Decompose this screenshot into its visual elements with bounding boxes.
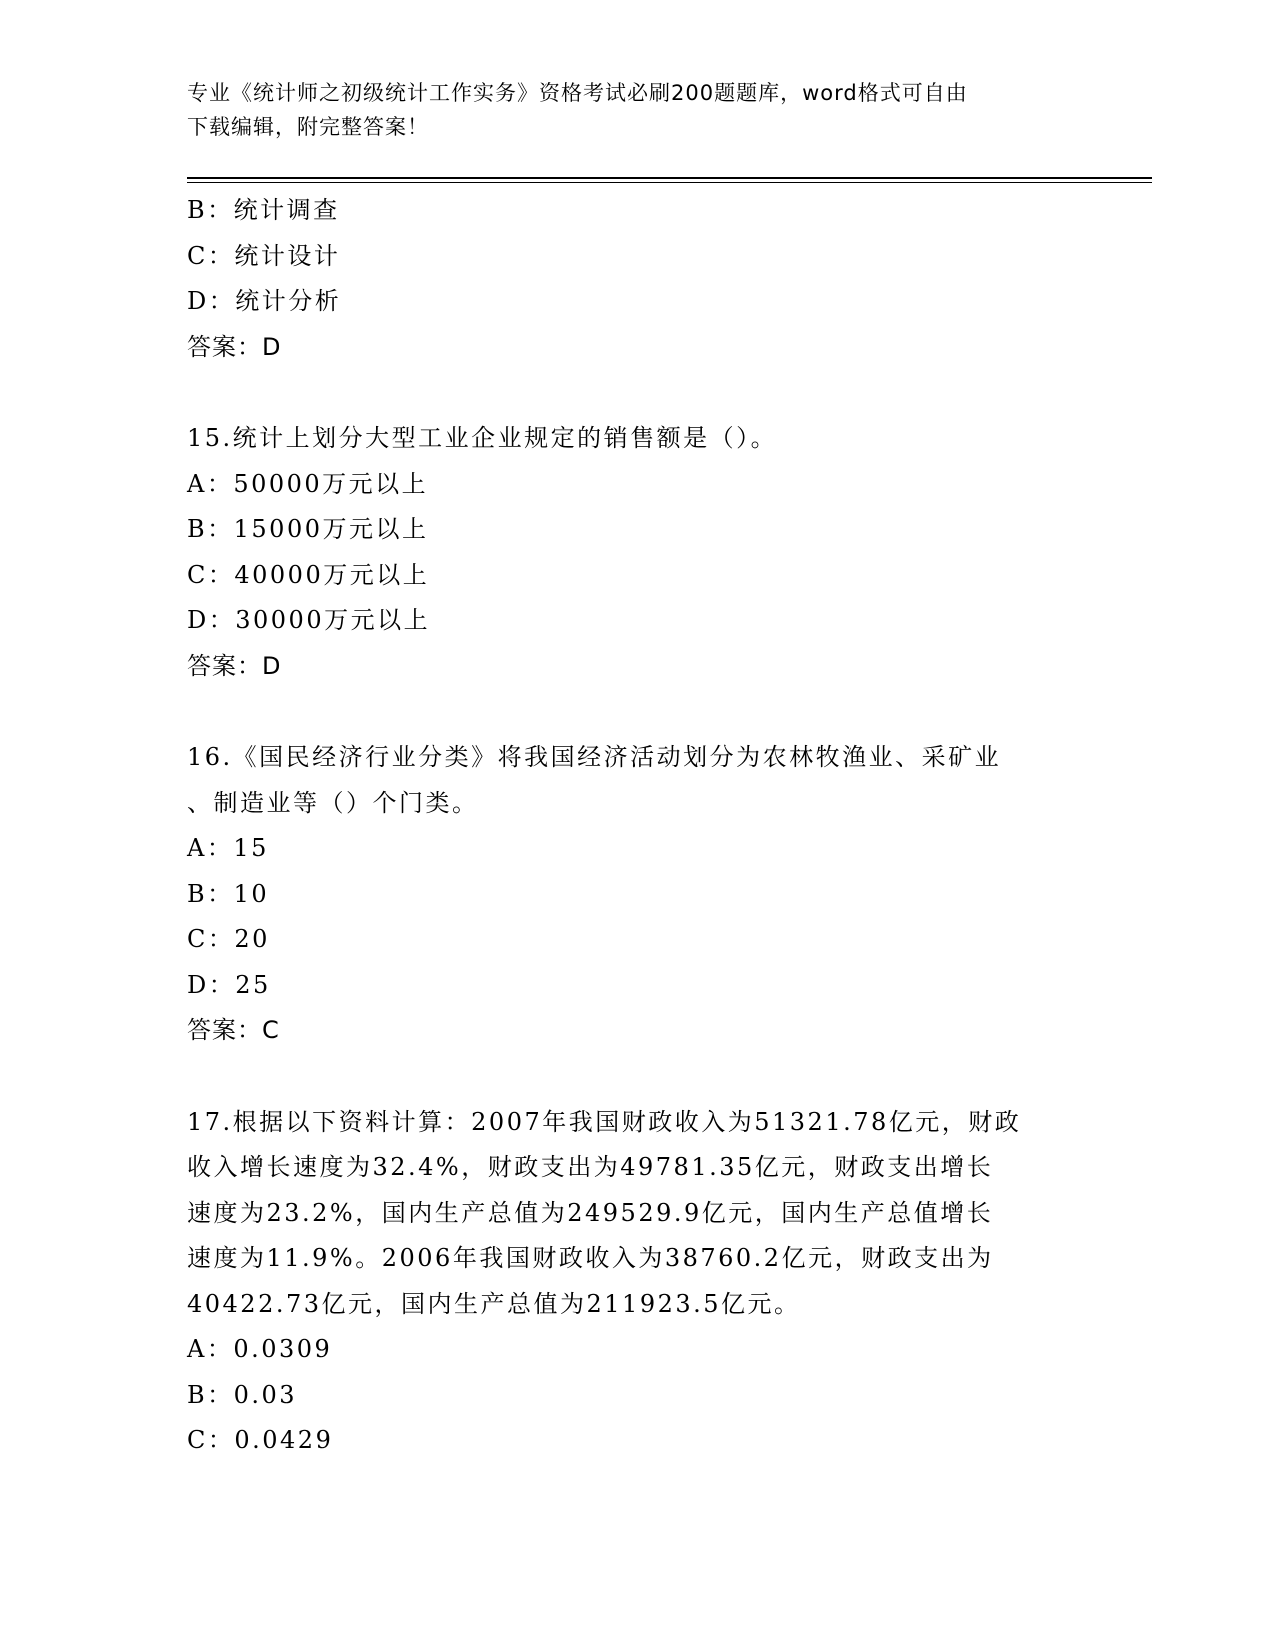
question-16 (187, 735, 1087, 1054)
answer-line: 答案：D (187, 651, 282, 680)
header-rule-thin (187, 182, 1152, 183)
option-c: C：统计设计 (187, 241, 341, 270)
option-b: B：10 (187, 879, 270, 908)
header-line-1: 专业《统计师之初级统计工作实务》资格考试必刷200题题库，word格式可自由 (187, 81, 968, 105)
option-b: B：统计调查 (187, 196, 340, 224)
question-text: 15.统计上划分大型工业企业规定的销售额是（）。 (187, 424, 778, 452)
option-a: A：0.0309 (187, 1335, 333, 1363)
option-d: D：统计分析 (187, 287, 342, 315)
question-text-line-5: 40422.73亿元，国内生产总值为211923.5亿元。 (187, 1289, 801, 1318)
header-line-2: 下载编辑，附完整答案！ (187, 115, 429, 139)
document-header (187, 76, 1087, 144)
question-text-line-2: 、制造业等（）个门类。 (187, 788, 479, 817)
question-list (187, 188, 1087, 1464)
option-c: C：20 (187, 925, 270, 953)
header-rule-thick (187, 177, 1152, 179)
option-c: C：40000万元以上 (187, 560, 430, 589)
spacer (187, 370, 1087, 416)
option-a: A：15 (187, 834, 269, 862)
answer-line: 答案：C (187, 1016, 280, 1044)
spacer (187, 689, 1087, 735)
option-a: A：50000万元以上 (187, 469, 429, 498)
question-text-line-2: 收入增长速度为32.4%，财政支出为49781.35亿元，财政支出增长 (187, 1153, 994, 1181)
option-d: D：25 (187, 970, 271, 999)
question-15 (187, 416, 1087, 689)
question-text-line-3: 速度为23.2%，国内生产总值为249529.9亿元，国内生产总值增长 (187, 1198, 994, 1227)
question-text-line-1: 17.根据以下资料计算：2007年我国财政收入为51321.78亿元，财政 (187, 1107, 1022, 1136)
question-17 (187, 1100, 1087, 1464)
question-text-line-4: 速度为11.9%。2006年我国财政收入为38760.2亿元，财政支出为 (187, 1244, 994, 1272)
question-14-tail (187, 188, 1087, 370)
option-b: B：0.03 (187, 1380, 298, 1409)
option-d: D：30000万元以上 (187, 606, 431, 634)
question-text-line-1: 16.《国民经济行业分类》将我国经济活动划分为农林牧渔业、采矿业 (187, 743, 1002, 771)
option-c: C：0.0429 (187, 1426, 334, 1454)
option-b: B：15000万元以上 (187, 515, 429, 543)
answer-line: 答案：D (187, 332, 282, 361)
spacer (187, 1054, 1087, 1100)
